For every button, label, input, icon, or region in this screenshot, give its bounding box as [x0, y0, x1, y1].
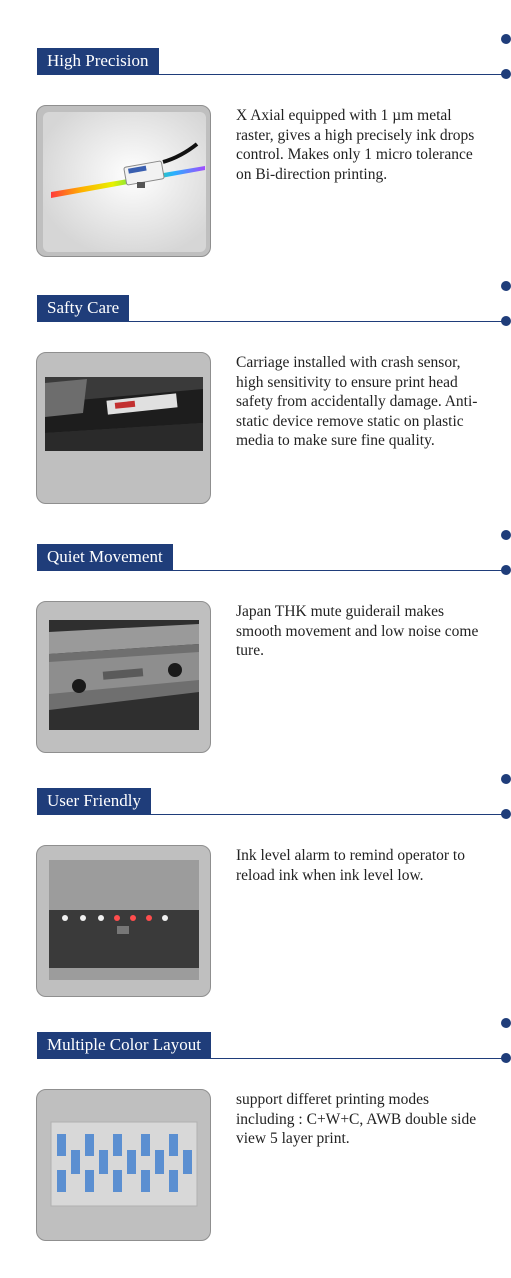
section-user-friendly: [0, 788, 511, 1034]
section-title: Quiet Movement: [37, 544, 173, 570]
bullet-dot: [501, 316, 511, 326]
color-layout-image: [36, 1089, 211, 1241]
carriage-image: [36, 352, 211, 504]
bullet-dot: [501, 774, 511, 784]
section-safty-care: [0, 295, 511, 541]
section-divider: [37, 74, 506, 75]
section-divider: [37, 570, 506, 571]
bullet-dot: [501, 809, 511, 819]
bullet-dot: [501, 69, 511, 79]
section-title: User Friendly: [37, 788, 151, 814]
bullet-dot: [501, 1018, 511, 1028]
guiderail-image: [36, 601, 211, 753]
bullet-dot: [501, 565, 511, 575]
section-description: support differet printing modes including : C+W+C, AWB double side view 5 layer print.: [236, 1091, 477, 1147]
section-divider: [37, 1058, 506, 1059]
ink-alarm-panel-image: [36, 845, 211, 997]
bullet-dot: [501, 530, 511, 540]
section-high-precision: [0, 48, 511, 294]
section-description: Carriage installed with crash sensor, high sensitivity to ensure print head safety from accidentally damage. Anti-static device remove static on plastic media to make sure fine quality.: [236, 354, 478, 449]
bullet-dot: [501, 1053, 511, 1063]
section-title: High Precision: [37, 48, 159, 74]
section-divider: [37, 321, 506, 322]
section-description: Ink level alarm to remind operator to reload ink when ink level low.: [236, 847, 465, 884]
bullet-dot: [501, 34, 511, 44]
section-description: Japan THK mute guiderail makes smooth movement and low noise come ture.: [236, 603, 479, 659]
section-quiet-movement: [0, 544, 511, 790]
raster-scale-image: [36, 105, 211, 257]
section-divider: [37, 814, 506, 815]
section-title: Safty Care: [37, 295, 129, 321]
section-title: Multiple Color Layout: [37, 1032, 211, 1058]
bullet-dot: [501, 281, 511, 291]
section-multiple-color-layout: [0, 1032, 511, 1278]
section-description: X Axial equipped with 1 µm metal raster, gives a high precisely ink drops control. Makes only 1 micro tolerance on Bi-direction printing.: [236, 107, 475, 183]
